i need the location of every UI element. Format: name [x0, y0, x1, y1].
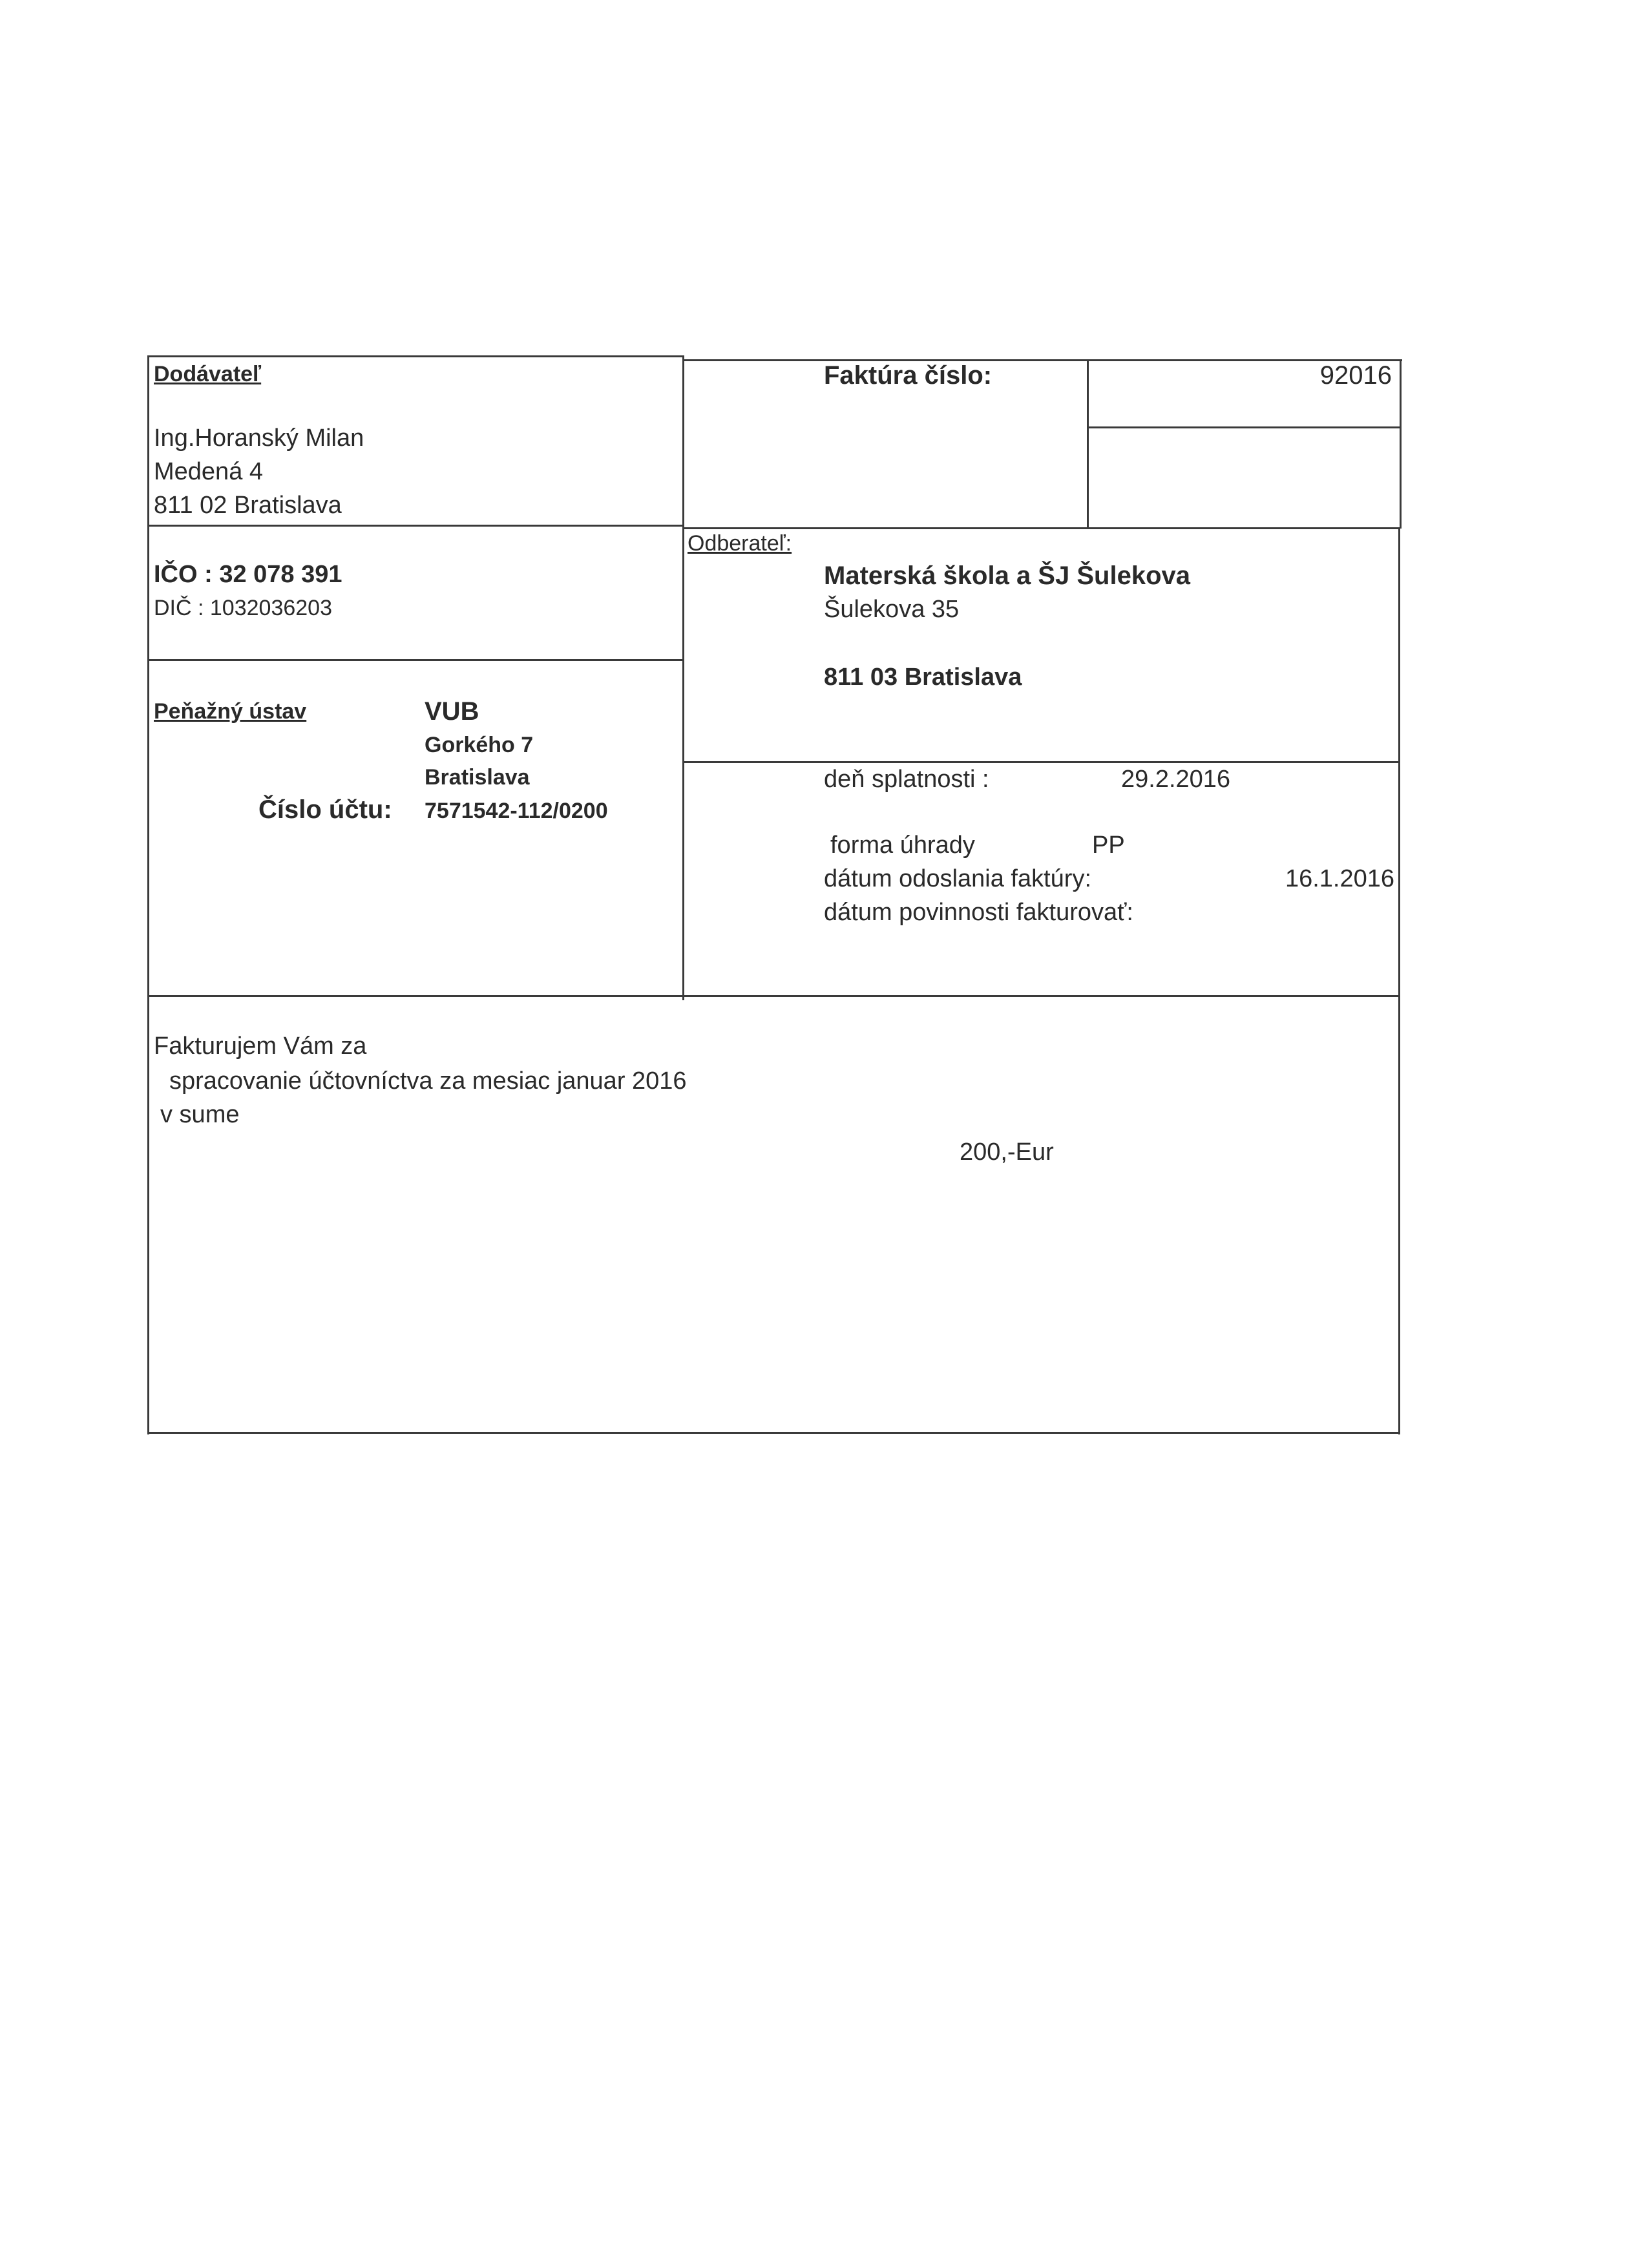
- customer-name: Materská škola a ŠJ Šulekova: [824, 562, 1190, 590]
- tax-point-date-label: dátum povinnosti fakturovať:: [824, 899, 1133, 926]
- body-line-2: spracovanie účtovníctva za mesiac januar 2016: [169, 1067, 687, 1095]
- bank-account-label: Číslo účtu:: [258, 795, 392, 824]
- frame-supplier-divider: [147, 525, 684, 527]
- payment-method-value: PP: [1092, 832, 1125, 859]
- bank-name: VUB: [425, 697, 479, 726]
- invoice-number: 92016: [1319, 361, 1392, 390]
- frame-top-left: [147, 355, 684, 357]
- bank-city: Bratislava: [425, 765, 530, 790]
- bank-street: Gorkého 7: [425, 733, 534, 757]
- frame-left: [147, 355, 149, 1434]
- frame-bank-divider: [147, 659, 684, 661]
- bank-account-number: 7571542-112/0200: [425, 799, 608, 823]
- customer-city: 811 03 Bratislava: [824, 664, 1022, 691]
- sent-date-value: 16.1.2016: [1285, 865, 1394, 892]
- invoice-number-label: Faktúra číslo:: [824, 361, 993, 390]
- due-date-value: 29.2.2016: [1121, 766, 1231, 793]
- frame-right-lower: [1398, 527, 1400, 1434]
- frame-number-box-bottom: [1088, 426, 1401, 428]
- due-date-label: deň splatnosti :: [824, 766, 989, 793]
- body-line-1: Fakturujem Vám za: [154, 1033, 367, 1060]
- frame-invoice-number-divider: [1087, 359, 1089, 527]
- frame-payment-divider: [682, 761, 1400, 763]
- supplier-name: Ing.Horanský Milan: [154, 425, 364, 452]
- sent-date-label: dátum odoslania faktúry:: [824, 865, 1092, 892]
- supplier-heading: Dodávateľ: [154, 362, 262, 386]
- supplier-dic: DIČ : 1032036203: [154, 596, 332, 620]
- supplier-street: Medená 4: [154, 458, 264, 485]
- payment-method-label: forma úhrady: [830, 832, 975, 859]
- invoice-amount: 200,-Eur: [960, 1139, 1054, 1166]
- supplier-city: 811 02 Bratislava: [154, 492, 342, 519]
- frame-bottom: [147, 1432, 1400, 1434]
- frame-right-upper: [1400, 359, 1402, 529]
- body-line-3: v sume: [160, 1101, 240, 1128]
- frame-middle-vertical: [682, 355, 684, 1000]
- supplier-ico: IČO : 32 078 391: [154, 561, 342, 588]
- bank-heading: Peňažný ústav: [154, 699, 307, 724]
- frame-body-top: [147, 995, 1400, 997]
- customer-street: Šulekova 35: [824, 596, 960, 623]
- customer-heading: Odberateľ:: [688, 531, 792, 556]
